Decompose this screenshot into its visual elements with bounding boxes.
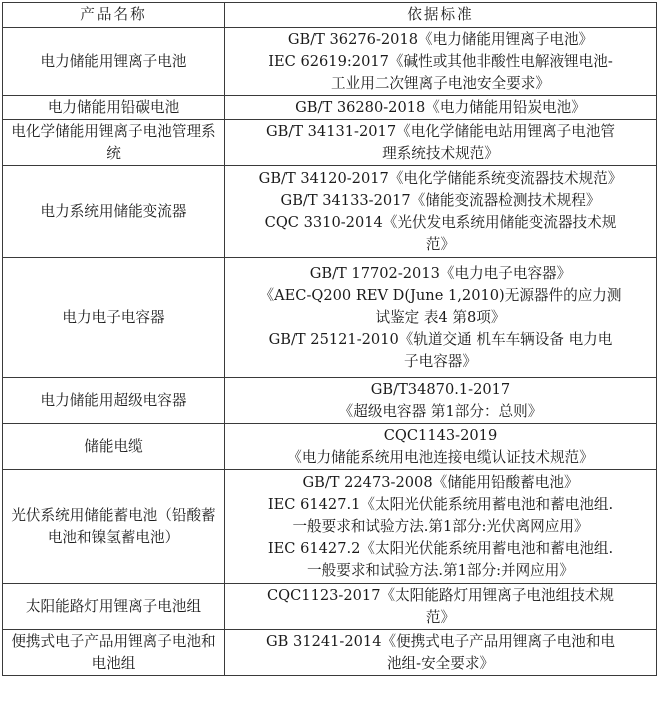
- table-row: [3, 166, 657, 258]
- standard-cell: [225, 28, 657, 96]
- product-name: 电力电子电容器: [3, 258, 225, 378]
- product-name: 便携式电子产品用锂离子电池和电池组: [3, 630, 225, 676]
- standard-line: 范》: [425, 235, 456, 253]
- standard-line: GB/T 34120-2017《电化学储能系统变流器技术规范》: [258, 169, 623, 187]
- product-name: 电力储能用锂离子电池: [3, 28, 225, 96]
- standard-cell: [225, 470, 657, 584]
- table-row: [3, 584, 657, 630]
- standard-cell: [225, 378, 657, 424]
- standard-line: GB/T34870.1-2017: [370, 380, 511, 398]
- product-name: 电力系统用储能变流器: [3, 166, 225, 258]
- header-standard: 依据标准: [225, 3, 657, 28]
- standard-line: 一般要求和试验方法.第1部分:光伏离网应用》: [292, 517, 589, 535]
- standard-cell: [225, 424, 657, 470]
- standard-line: 《电力储能系统用电池连接电缆认证技术规范》: [287, 448, 594, 466]
- product-name: 电力储能用超级电容器: [3, 378, 225, 424]
- standard-cell: [225, 258, 657, 378]
- standard-line: 理系统技术规范》: [382, 144, 499, 162]
- standard-cell: [225, 630, 657, 676]
- standard-line: GB/T 17702-2013《电力电子电容器》: [309, 264, 572, 282]
- standard-line: CQC1143-2019: [383, 426, 498, 444]
- table-row: [3, 258, 657, 378]
- standard-line: 《AEC-Q200 REV D(June 1,2010)无源器件的应力测: [259, 286, 622, 304]
- standard-line: GB/T 34133-2017《储能变流器检测技术规程》: [280, 191, 601, 209]
- standard-line: GB/T 36280-2018《电力储能用铅炭电池》: [295, 98, 586, 116]
- table-row: [3, 424, 657, 470]
- header-product: 产品名称: [3, 3, 225, 28]
- standard-line: 池组-安全要求》: [386, 654, 495, 672]
- standard-cell: [225, 120, 657, 166]
- product-name: 光伏系统用储能蓄电池（铅酸蓄电池和镍氢蓄电池）: [3, 470, 225, 584]
- standard-line: GB/T 22473-2008《储能用铅酸蓄电池》: [302, 473, 579, 491]
- product-name: 电化学储能用锂离子电池管理系统: [3, 120, 225, 166]
- standard-line: IEC 61427.1《太阳光伏能系统用蓄电池和蓄电池组.: [267, 495, 614, 513]
- standards-table: [2, 2, 657, 676]
- standard-cell: [225, 584, 657, 630]
- standard-cell: [225, 166, 657, 258]
- standard-line: 范》: [425, 608, 456, 626]
- table-row: [3, 28, 657, 96]
- standard-line: GB/T 34131-2017《电化学储能电站用锂离子电池管: [265, 122, 616, 140]
- standard-line: 一般要求和试验方法.第1部分:并网应用》: [307, 561, 574, 579]
- table-row: [3, 120, 657, 166]
- standard-line: GB 31241-2014《便携式电子产品用锂离子电池和电: [265, 632, 616, 650]
- standard-line: CQC 3310-2014《光伏发电系统用储能变流器技术规: [264, 213, 617, 231]
- standard-line: CQC1123-2017《太阳能路灯用锂离子电池组技术规: [266, 586, 614, 604]
- table-row: [3, 470, 657, 584]
- header-row: [3, 3, 657, 28]
- standard-line: 《超级电容器 第1部分：总则》: [338, 402, 543, 420]
- standard-line: 工业用二次锂离子电池安全要求》: [331, 74, 550, 92]
- standard-line: 子电容器》: [404, 352, 477, 370]
- standard-line: GB/T 25121-2010《轨道交通 机车车辆设备 电力电: [268, 330, 613, 348]
- product-name: 电力储能用铅碳电池: [3, 96, 225, 120]
- table-row: [3, 378, 657, 424]
- table-row: [3, 96, 657, 120]
- standard-line: IEC 62619:2017《碱性或其他非酸性电解液锂电池-: [268, 52, 613, 70]
- product-name: 太阳能路灯用锂离子电池组: [3, 584, 225, 630]
- standard-line: IEC 61427.2《太阳光伏能系统用蓄电池和蓄电池组.: [267, 539, 614, 557]
- standard-line: 试鉴定 表4 第8项》: [375, 308, 506, 326]
- table-row: [3, 630, 657, 676]
- standard-cell: [225, 96, 657, 120]
- standard-line: GB/T 36276-2018《电力储能用锂离子电池》: [287, 30, 594, 48]
- product-name: 储能电缆: [3, 424, 225, 470]
